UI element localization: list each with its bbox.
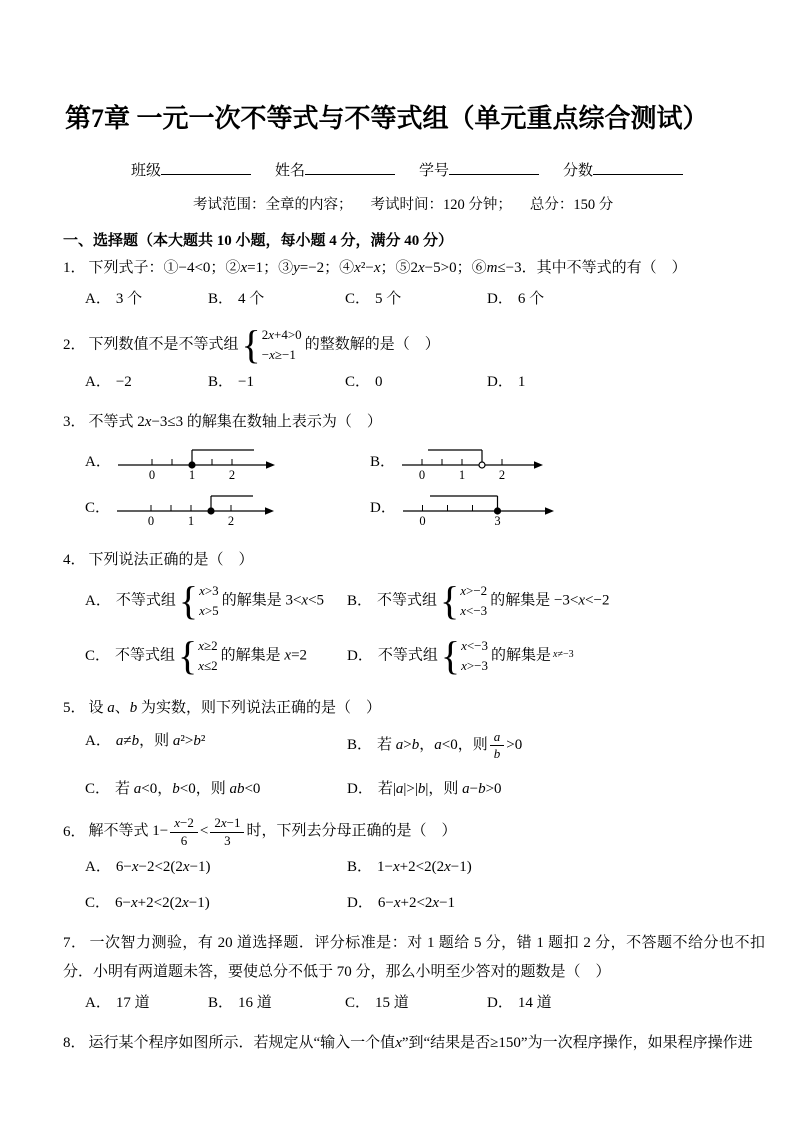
fraction (490, 729, 505, 763)
fraction-numerator: x−2 (174, 815, 194, 831)
question-number: 4． (63, 551, 86, 568)
math-text: 运行某个程序如图所示．若规定从“输入一个值x”到“结果是否≥150”为一次程序操作，如果程序操作进 (88, 1035, 753, 1052)
option-label: B． (208, 373, 234, 390)
system-row: x>3 (199, 583, 219, 599)
option-label: A． (85, 291, 111, 308)
option-c (85, 633, 347, 679)
option-b (347, 729, 765, 763)
math-text: 不等式组 (115, 647, 176, 664)
system-rows (461, 636, 488, 676)
exam-time: 考试时间：120 分钟； (370, 197, 512, 213)
name-field (275, 163, 419, 179)
option-b (208, 287, 345, 308)
option-label: C． (345, 373, 371, 390)
math-text: 的整数解的是（ ） (304, 336, 440, 353)
option-a (85, 287, 208, 308)
option-label: B． (208, 291, 234, 308)
option-label: D． (487, 291, 513, 308)
option-a (85, 855, 347, 876)
math-text: 下列数值不是不等式组 (88, 336, 239, 353)
inequality-system (241, 322, 302, 368)
option-label: C． (85, 894, 111, 911)
question-stem (63, 322, 765, 368)
option-b (208, 991, 345, 1012)
inequality-system (440, 633, 489, 679)
system-row: x>5 (199, 603, 219, 619)
option-b (208, 370, 345, 391)
option-label: A． (85, 732, 111, 749)
option-a (85, 991, 208, 1012)
score-blank (593, 159, 683, 175)
system-brace: { (178, 578, 199, 624)
math-text: 一次智力测验，有 20 道选择题．评分标准是：对 1 题给 5 分，错 1 题扣 2 分，不答题不给分也不扣分．小明有两道题未答，要使总分不低于 70 分，那么小明至少答对的题数是（ ） (63, 934, 765, 981)
question-number: 1． (63, 260, 86, 276)
option-d (347, 777, 765, 798)
option-label: C． (85, 647, 111, 664)
fraction-numerator: 2x−1 (214, 815, 241, 831)
student-id-label: 学号 (419, 163, 450, 179)
option-d (370, 485, 765, 529)
option-c (85, 891, 347, 912)
exam-scope: 考试范围：全章的内容； (193, 197, 353, 213)
option-d (347, 633, 765, 679)
math-text: 不等式组 (377, 647, 438, 664)
option-d (487, 287, 765, 308)
number-line-tick-label: 2 (227, 513, 235, 528)
system-row: −x≥−1 (261, 347, 296, 363)
math-text: 不等式组 (115, 592, 176, 609)
options-row (63, 370, 765, 391)
class-label: 班级 (131, 163, 162, 179)
section-title: 一、选择题（本大题共 10 小题，每小题 4 分，满分 40 分） (63, 233, 454, 249)
options-row (63, 287, 765, 308)
option-label: C． (85, 781, 111, 798)
question-2 (63, 322, 765, 390)
exam-info-row (63, 193, 765, 214)
math-text: 1−x+2<2(2x−1) (377, 858, 472, 875)
class-blank (161, 159, 251, 175)
math-text: 的解集是 (491, 647, 552, 664)
question-1 (63, 254, 765, 308)
math-text: 14 道 (517, 995, 552, 1012)
fraction-denominator: 6 (170, 832, 198, 849)
math-text: 设 a、b 为实数，则下列说法正确的是（ ） (88, 699, 382, 716)
math-text: −2 (115, 373, 132, 390)
math-text: 6 个 (517, 291, 545, 308)
number-line-tick-label: 0 (419, 513, 426, 528)
option-b (370, 439, 765, 483)
option-d (487, 370, 765, 391)
option-c (85, 485, 370, 529)
question-number: 5． (63, 699, 86, 716)
system-brace: { (241, 322, 261, 368)
math-text: 下列式子：①−4<0；②x=1；③y=−2；④x²−x；⑤2x−5>0；⑥m≤−3．其中不等式的有（ ） (88, 260, 687, 276)
question-7 (63, 929, 765, 1013)
question-stem (63, 546, 765, 575)
math-text: 的解集是 −3<x<−2 (490, 592, 610, 609)
option-label: D． (487, 995, 513, 1012)
option-b (347, 855, 765, 876)
closed-endpoint-dot (189, 462, 195, 468)
inequality-system (178, 633, 218, 679)
option-a (85, 370, 208, 391)
number-line-tick-label: 2 (498, 467, 506, 482)
option-b (347, 578, 765, 624)
system-row: x>−3 (461, 658, 489, 674)
question-6 (63, 815, 765, 912)
fraction-denominator: b (490, 745, 505, 762)
option-a (85, 578, 347, 624)
options-row (63, 991, 765, 1012)
math-text: 下列说法正确的是（ ） (88, 551, 254, 568)
number-line-tick-label: 0 (148, 467, 155, 482)
system-rows (262, 325, 302, 365)
score-label: 分数 (563, 163, 594, 179)
question-8 (63, 1029, 765, 1058)
math-text: 1 (517, 373, 526, 390)
question-number: 6． (63, 823, 86, 840)
number-line-c (115, 485, 275, 529)
closed-endpoint-dot (208, 508, 214, 514)
system-rows (198, 636, 217, 676)
system-brace: { (178, 633, 198, 679)
option-label: B． (370, 454, 396, 471)
question-5 (63, 694, 765, 799)
option-label: B． (347, 737, 373, 754)
student-id-blank (449, 159, 539, 175)
option-label: A． (85, 373, 111, 390)
system-row: x<−3 (460, 603, 488, 619)
question-number: 8． (63, 1035, 86, 1052)
option-a (85, 729, 347, 763)
fraction-denominator: 3 (210, 832, 244, 849)
question-stem (63, 408, 765, 437)
option-label: A． (85, 592, 111, 609)
option-label: B． (347, 858, 373, 875)
fraction-numerator: a (493, 728, 501, 744)
name-label: 姓名 (275, 163, 306, 179)
small-math-text: x≠−3 (553, 648, 574, 660)
number-line-a (116, 439, 276, 483)
option-a (85, 439, 370, 483)
math-text: 解不等式 1− (88, 823, 169, 840)
math-text: 4 个 (238, 291, 265, 308)
inequality-system (178, 578, 219, 624)
system-row: 2x+4>0 (261, 327, 302, 343)
math-text: 0 (375, 373, 383, 390)
options-row (63, 578, 765, 679)
math-text: 若 a<0，b<0，则 ab<0 (115, 781, 261, 798)
system-row: x≥2 (198, 638, 218, 654)
option-label: C． (345, 995, 371, 1012)
student-id-field (419, 163, 563, 179)
questions-list (63, 254, 765, 1059)
math-text: 15 道 (375, 995, 409, 1012)
math-text: 17 道 (115, 995, 150, 1012)
option-d (487, 991, 765, 1012)
option-label: D． (487, 373, 513, 390)
option-label: B． (208, 995, 234, 1012)
question-stem (63, 1029, 765, 1058)
math-text: 5 个 (375, 291, 402, 308)
math-text: a≠b，则 a²>b² (115, 732, 206, 749)
score-field (563, 163, 707, 179)
options-row (63, 855, 765, 912)
number-line-tick-label: 1 (458, 467, 466, 482)
math-text: 若|a|>|b|，则 a−b>0 (377, 781, 502, 798)
question-4 (63, 546, 765, 677)
math-text: 若 a>b，a<0，则 (377, 737, 488, 754)
option-label: D． (347, 894, 373, 911)
math-text: 时，下列去分母正确的是（ ） (246, 823, 457, 840)
system-row: x>−2 (460, 583, 488, 599)
option-c (85, 777, 347, 798)
system-rows (460, 581, 487, 621)
system-brace: { (440, 578, 460, 624)
math-text: 不等式 2x−3≤3 的解集在数轴上表示为（ ） (88, 413, 382, 430)
math-text: 3 个 (115, 291, 143, 308)
question-stem (63, 929, 765, 988)
option-label: A． (85, 454, 111, 471)
inequality-system (440, 578, 488, 624)
exam-total: 总分：150 分 (529, 197, 614, 213)
math-text: −1 (238, 373, 254, 390)
math-text: < (199, 823, 209, 840)
math-text: 6−x−2<2(2x−1) (115, 858, 211, 875)
option-label: A． (85, 995, 111, 1012)
number-line-tick-label: 1 (187, 513, 195, 528)
math-text: >0 (506, 737, 523, 754)
math-text: 的解集是 x=2 (220, 647, 308, 664)
class-field (131, 163, 275, 179)
option-label: A． (85, 858, 111, 875)
system-row: x≤2 (198, 658, 218, 674)
name-blank (305, 159, 395, 175)
question-stem (63, 815, 765, 849)
question-stem (63, 254, 765, 283)
number-line-b (400, 439, 544, 483)
number-line-tick-label: 1 (188, 467, 195, 482)
number-line-tick-label: 2 (228, 467, 235, 482)
number-line-d (401, 485, 555, 529)
option-label: D． (370, 500, 396, 517)
number-line-tick-label: 3 (494, 513, 501, 528)
option-label: C． (85, 500, 111, 517)
student-info-row (63, 159, 765, 180)
question-3 (63, 408, 765, 529)
option-label: D． (347, 647, 373, 664)
question-stem (63, 694, 765, 723)
system-brace: { (440, 633, 461, 679)
option-c (345, 370, 487, 391)
option-label: B． (347, 592, 373, 609)
open-endpoint-dot (479, 462, 485, 468)
question-number: 3． (63, 413, 86, 430)
option-c (345, 991, 487, 1012)
math-text: 不等式组 (377, 592, 438, 609)
system-row: x<−3 (461, 638, 489, 654)
closed-endpoint-dot (494, 508, 500, 514)
options-row (63, 729, 765, 799)
options-row (63, 439, 765, 529)
math-text: 6−x+2<2(2x−1) (115, 894, 210, 911)
system-rows (199, 581, 219, 621)
option-c (345, 287, 487, 308)
question-number: 7． (63, 934, 87, 951)
option-label: D． (347, 781, 373, 798)
fraction (210, 815, 244, 849)
option-d (347, 891, 765, 912)
math-text: 6−x+2<2x−1 (377, 894, 456, 911)
question-number: 2． (63, 336, 86, 353)
option-label: C． (345, 291, 371, 308)
page-title: 第7章 一元一次不等式与不等式组（单元重点综合测试） (65, 104, 709, 133)
math-text: 16 道 (238, 995, 272, 1012)
fraction (170, 815, 198, 849)
number-line-tick-label: 0 (418, 467, 426, 482)
math-text: 的解集是 3<x<5 (221, 592, 325, 609)
number-line-tick-label: 0 (147, 513, 155, 528)
